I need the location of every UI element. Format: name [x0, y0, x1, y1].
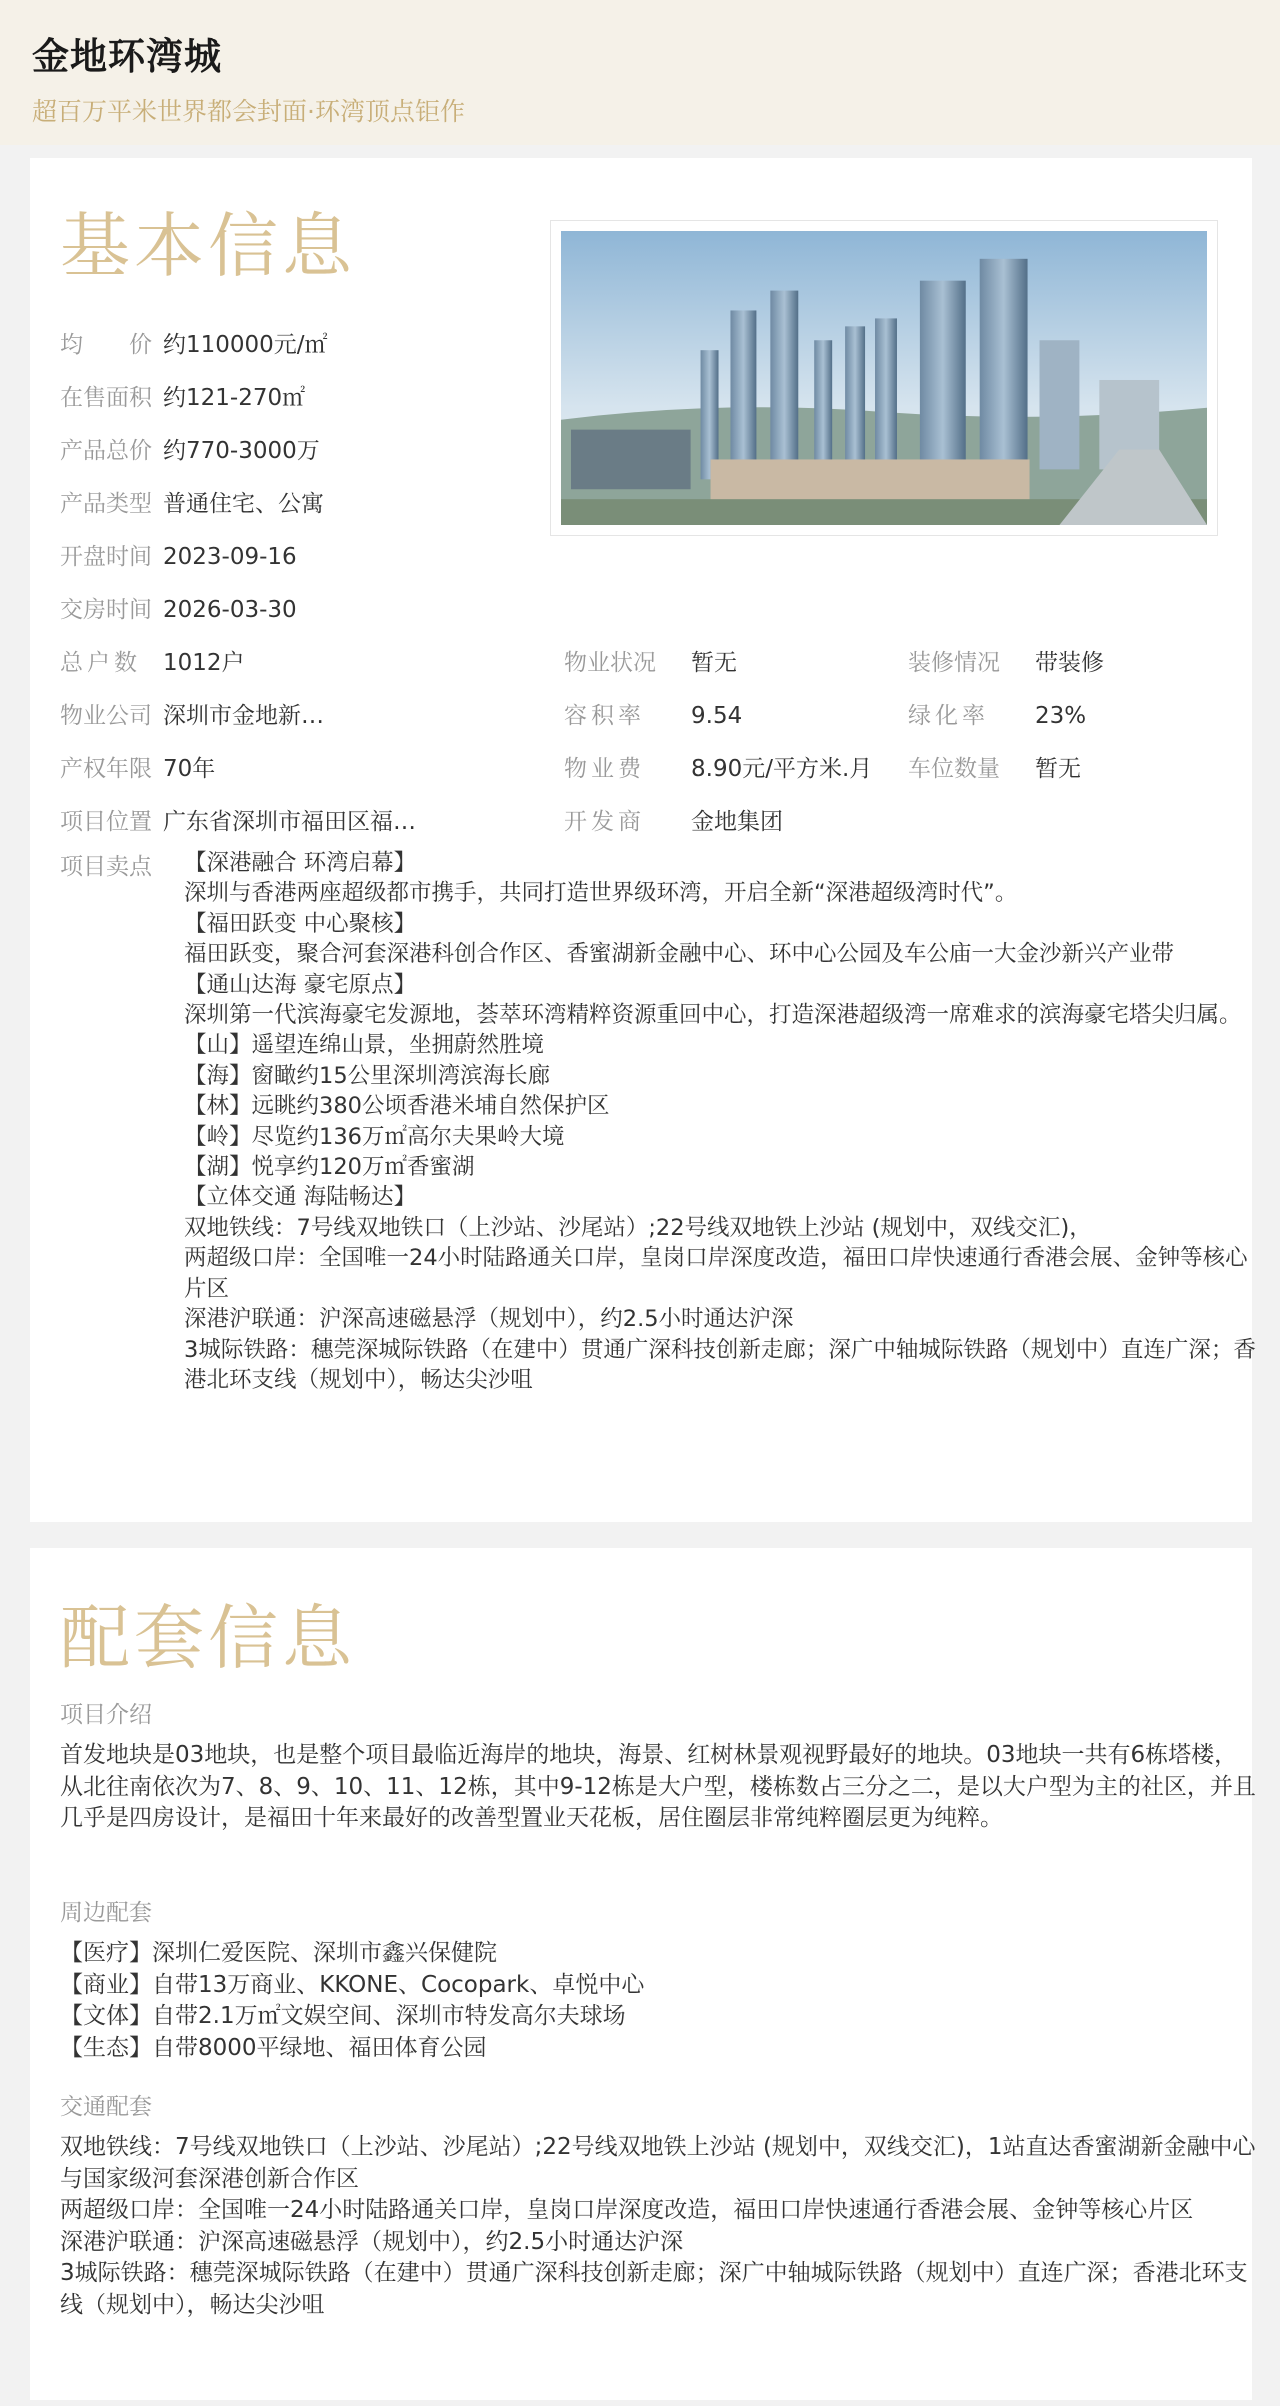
- info-label: 容积率: [564, 703, 645, 729]
- info-product-type: [60, 485, 324, 518]
- intro-paragraph: 首发地块是03地块，也是整个项目最临近海岸的地块，海景、红树林景观视野最好的地块。03地块一共有6栋塔楼，从北往南依次为7、8、9、10、11、12栋，其中9-12栋是大户型，楼栋数占三分之二，是以大户型为主的社区，并且几乎是四房设计，是福田十年来最好的改善型置业天花板，居住圈层非常纯粹圈层更为纯粹。: [60, 1742, 1256, 1832]
- selling-line: 【湖】悦享约120万㎡香蜜湖: [184, 1154, 475, 1181]
- info-greening-rate: [908, 697, 1086, 730]
- info-delivery-date: [60, 591, 297, 624]
- intro-label: 项目介绍: [60, 1702, 152, 1728]
- selling-points-label: 项目卖点: [60, 854, 152, 880]
- selling-line: 福田跃变，聚合河套深港科创合作区、香蜜湖新金融中心、环中心公园及车公庙一大金沙新兴产业带: [184, 941, 1175, 968]
- info-label: 装修情况: [908, 650, 1000, 676]
- info-value: 约121-270㎡: [163, 385, 306, 411]
- info-value: 金地集团: [691, 809, 783, 835]
- info-property-fee: [564, 750, 872, 783]
- selling-line: 【山】遥望连绵山景，坐拥蔚然胜境: [184, 1032, 545, 1059]
- info-opening-date: [60, 538, 297, 571]
- info-tenure: [60, 750, 215, 783]
- traffic-item: 两超级口岸：全国唯一24小时陆路通关口岸，皇岗口岸深度改造，福田口岸快速通行香港会展、金钟等核心片区: [60, 2197, 1194, 2224]
- skyline-illustration: [561, 231, 1207, 525]
- basic-info-card: [30, 158, 1256, 1522]
- info-value: 70年: [163, 756, 216, 782]
- info-parking: [908, 750, 1081, 783]
- info-plot-ratio: [564, 697, 742, 730]
- info-label: 产权年限: [60, 756, 152, 782]
- traffic-item: 3城际铁路：穗莞深城际铁路（在建中）贯通广深科技创新走廊；深广中轴城际铁路（规划中）直连广深；香港北环支线（规划中），畅达尖沙咀: [60, 2260, 1248, 2318]
- traffic-list: [60, 2132, 1260, 2322]
- info-property-company[interactable]: [60, 697, 324, 730]
- section-title-facilities: 配套信息: [60, 1597, 356, 1679]
- info-label: 物业公司: [60, 703, 152, 729]
- info-label: 物业费: [564, 756, 645, 782]
- info-label: 产品总价: [60, 438, 152, 464]
- info-value: 普通住宅、公寓: [163, 491, 324, 517]
- info-label: 项目位置: [60, 809, 152, 835]
- info-label: 开盘时间: [60, 544, 152, 570]
- info-value: 约110000元/㎡: [163, 332, 328, 358]
- info-value: 23%: [1035, 703, 1087, 729]
- info-value: 9.54: [691, 703, 743, 729]
- selling-line: 【福田跃变 中心聚核】: [184, 910, 417, 937]
- selling-line: 深圳与香港两座超级都市携手，共同打造世界级环湾，开启全新“深港超级湾时代”。: [184, 880, 1018, 907]
- info-value: 暂无: [691, 650, 737, 676]
- selling-line: 【深港融合 环湾启幕】: [184, 850, 417, 876]
- info-label: 车位数量: [908, 756, 1000, 782]
- info-value: 2026-03-30: [163, 597, 297, 623]
- info-label: 开发商: [564, 809, 645, 835]
- around-item: 【文体】自带2.1万㎡文娱空间、深圳市特发高尔夫球场: [60, 2003, 626, 2030]
- around-item: 【医疗】深圳仁爱医院、深圳市鑫兴保健院: [60, 1940, 497, 1966]
- around-list: [60, 1938, 1260, 2064]
- info-label: 总户数: [60, 650, 141, 676]
- selling-line: 3城际铁路：穗莞深城际铁路（在建中）贯通广深科技创新走廊；深广中轴城际铁路（规划中）直连广深；香港北环支线（规划中），畅达尖沙咀: [184, 1336, 1256, 1393]
- selling-line: 【立体交通 海陆畅达】: [184, 1184, 417, 1211]
- selling-line: 【岭】尽览约136万㎡高尔夫果岭大境: [184, 1123, 565, 1150]
- info-value: 带装修: [1035, 650, 1104, 676]
- section-title-basic: 基本信息: [60, 205, 356, 287]
- around-label: 周边配套: [60, 1900, 152, 1926]
- selling-line: 两超级口岸：全国唯一24小时陆路通关口岸，皇岗口岸深度改造，福田口岸快速通行香港会展、金钟等核心片区: [184, 1245, 1248, 1302]
- selling-line: 【通山达海 豪宅原点】: [184, 971, 417, 998]
- page-header: [0, 0, 1280, 145]
- project-rendering-image[interactable]: [550, 220, 1218, 536]
- info-price: [60, 326, 328, 359]
- info-property-status: [564, 644, 737, 677]
- facilities-card: [30, 1548, 1256, 2400]
- info-label: 交房时间: [60, 597, 152, 623]
- selling-line: 【林】远眺约380公顷香港米埔自然保护区: [184, 1093, 610, 1120]
- info-value: 约770-3000万: [163, 438, 320, 464]
- info-value: 2023-09-16: [163, 544, 297, 570]
- info-value: 广东省深圳市福田区福…: [163, 809, 416, 835]
- info-value: 1012户: [163, 650, 245, 676]
- info-label: 均 价: [60, 332, 152, 358]
- project-title: 金地环湾城: [32, 35, 222, 78]
- info-location[interactable]: [60, 803, 416, 836]
- info-label: 在售面积: [60, 385, 152, 411]
- selling-line: 双地铁线：7号线双地铁口（上沙站、沙尾站）;22号线双地铁上沙站 (规划中，双线交汇)，: [184, 1214, 1092, 1241]
- around-item: 【商业】自带13万商业、KKONE、Cocopark、卓悦中心: [60, 1971, 645, 1998]
- selling-line: 深圳第一代滨海豪宅发源地，荟萃环湾精粹资源重回中心，打造深港超级湾一席难求的滨海豪宅塔尖归属。: [184, 1002, 1242, 1029]
- selling-points: [184, 848, 1264, 1395]
- info-value: 暂无: [1035, 756, 1081, 782]
- info-area: [60, 379, 305, 412]
- project-subtitle: 超百万平米世界都会封面·环湾顶点钜作: [32, 97, 465, 126]
- info-decoration: [908, 644, 1104, 677]
- selling-line: 深港沪联通：沪深高速磁悬浮（规划中），约2.5小时通达沪深: [184, 1306, 794, 1333]
- traffic-item: 双地铁线：7号线双地铁口（上沙站、沙尾站）;22号线双地铁上沙站 (规划中，双线交汇)，1站直达香蜜湖新金融中心与国家级河套深港创新合作区: [60, 2134, 1256, 2192]
- selling-line: 【海】窗瞰约15公里深圳湾滨海长廊: [184, 1062, 551, 1089]
- info-label: 产品类型: [60, 491, 152, 517]
- info-label: 绿化率: [908, 703, 989, 729]
- info-developer: [564, 803, 783, 836]
- traffic-label: 交通配套: [60, 2094, 152, 2120]
- info-value: 8.90元/平方米.月: [691, 756, 873, 782]
- info-households: [60, 644, 245, 677]
- around-item: 【生态】自带8000平绿地、福田体育公园: [60, 2034, 487, 2061]
- info-value: 深圳市金地新…: [163, 703, 324, 729]
- info-total-price: [60, 432, 320, 465]
- intro-text: [60, 1740, 1260, 1835]
- traffic-item: 深港沪联通：沪深高速磁悬浮（规划中），约2.5小时通达沪深: [60, 2228, 684, 2255]
- info-label: 物业状况: [564, 650, 656, 676]
